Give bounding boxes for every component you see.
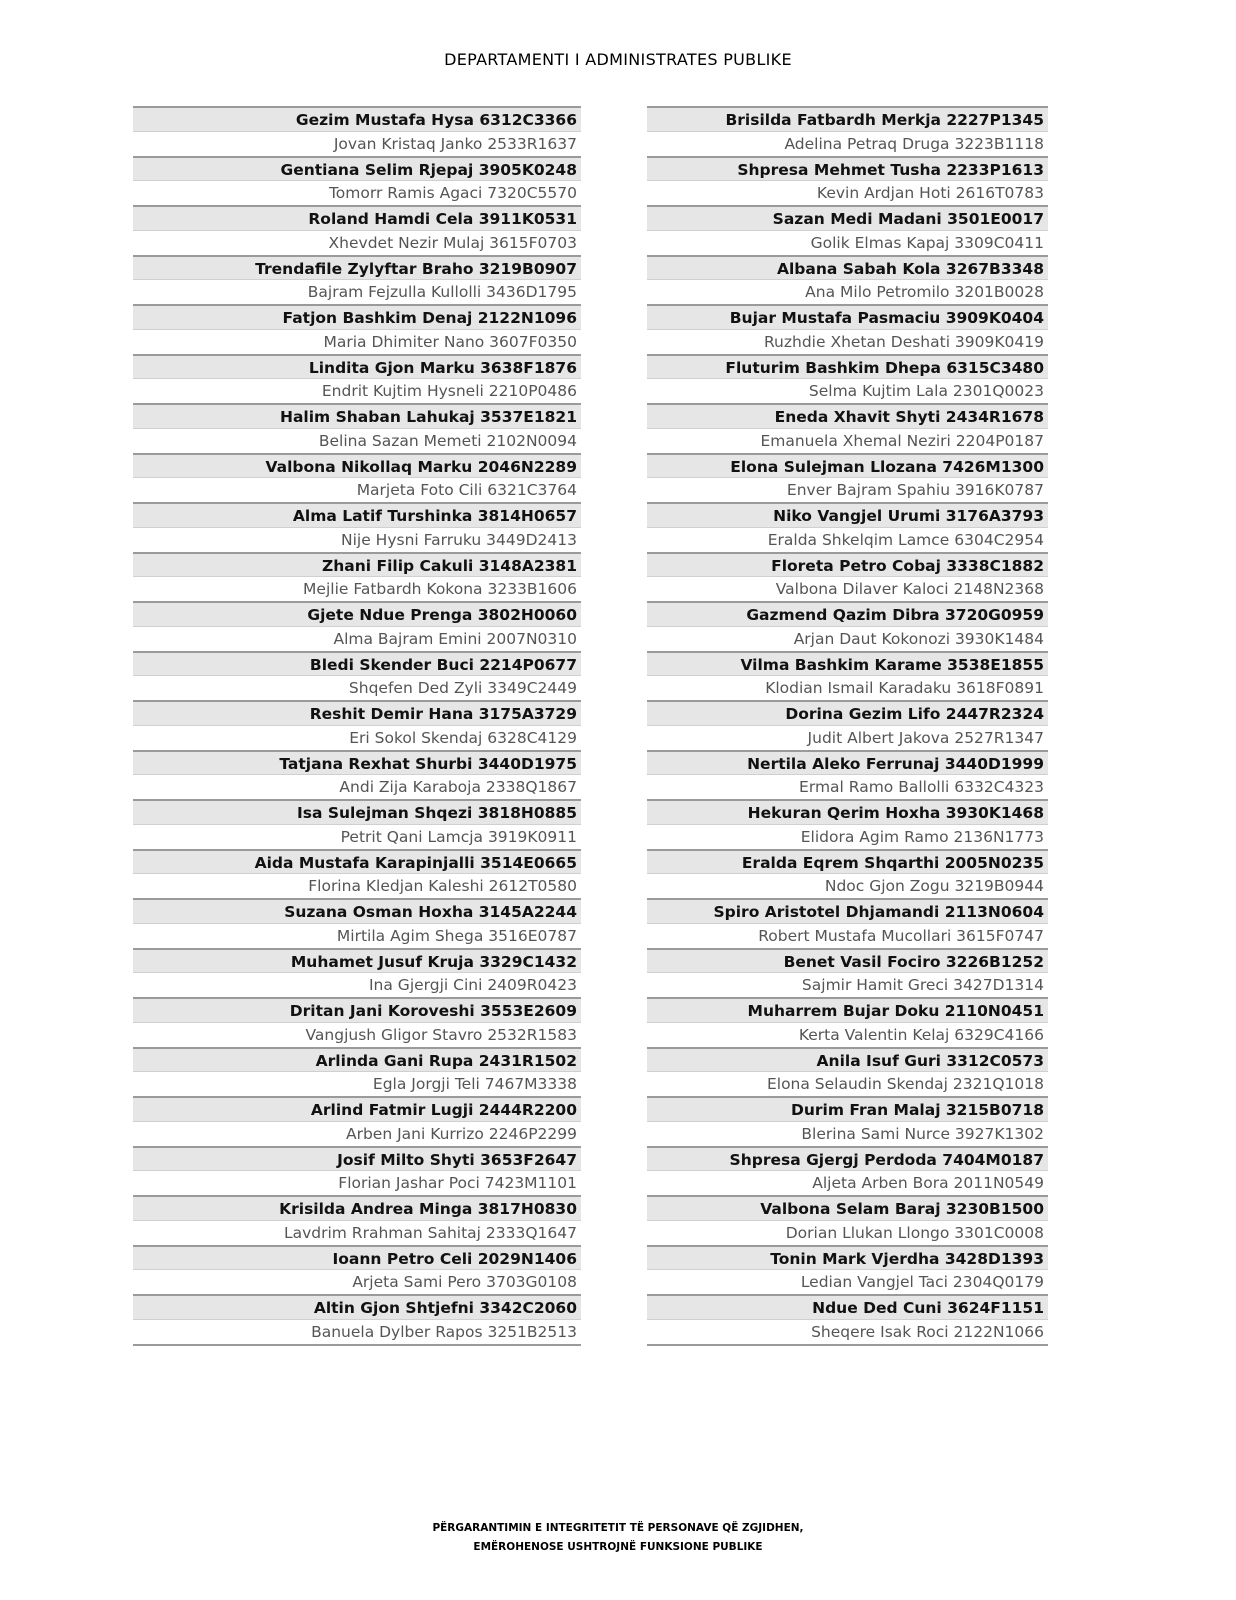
name-row: Gentiana Selim Rjepaj 3905K0248 <box>133 156 581 181</box>
name-row: Spiro Aristotel Dhjamandi 2113N0604 <box>647 898 1048 923</box>
name-row: Ioann Petro Celi 2029N1406 <box>133 1245 581 1270</box>
name-row: Maria Dhimiter Nano 3607F0350 <box>133 329 581 354</box>
name-row: Arlinda Gani Rupa 2431R1502 <box>133 1047 581 1072</box>
name-row: Marjeta Foto Cili 6321C3764 <box>133 477 581 502</box>
name-row: Florina Kledjan Kaleshi 2612T0580 <box>133 873 581 898</box>
name-row: Hekuran Qerim Hoxha 3930K1468 <box>647 799 1048 824</box>
name-row: Ruzhdie Xhetan Deshati 3909K0419 <box>647 329 1048 354</box>
name-row: Krisilda Andrea Minga 3817H0830 <box>133 1195 581 1220</box>
name-row: Fatjon Bashkim Denaj 2122N1096 <box>133 304 581 329</box>
name-row: Golik Elmas Kapaj 3309C0411 <box>647 230 1048 255</box>
name-row: Sheqere Isak Roci 2122N1066 <box>647 1319 1048 1344</box>
name-row: Jovan Kristaq Janko 2533R1637 <box>133 131 581 156</box>
name-row: Arjan Daut Kokonozi 3930K1484 <box>647 626 1048 651</box>
name-row: Roland Hamdi Cela 3911K0531 <box>133 205 581 230</box>
name-row: Endrit Kujtim Hysneli 2210P0486 <box>133 378 581 403</box>
name-row: Muharrem Bujar Doku 2110N0451 <box>647 997 1048 1022</box>
name-row: Eri Sokol Skendaj 6328C4129 <box>133 725 581 750</box>
name-row: Anila Isuf Guri 3312C0573 <box>647 1047 1048 1072</box>
name-row: Valbona Nikollaq Marku 2046N2289 <box>133 453 581 478</box>
page-title: DEPARTAMENTI I ADMINISTRATES PUBLIKE <box>444 50 792 69</box>
name-row: Kerta Valentin Kelaj 6329C4166 <box>647 1022 1048 1047</box>
name-row: Nije Hysni Farruku 3449D2413 <box>133 527 581 552</box>
name-row: Dorian Llukan Llongo 3301C0008 <box>647 1220 1048 1245</box>
name-row: Belina Sazan Memeti 2102N0094 <box>133 428 581 453</box>
name-row: Gazmend Qazim Dibra 3720G0959 <box>647 601 1048 626</box>
name-row: Judit Albert Jakova 2527R1347 <box>647 725 1048 750</box>
name-row: Reshit Demir Hana 3175A3729 <box>133 700 581 725</box>
column-bottom-rule <box>133 1344 581 1346</box>
name-row: Lindita Gjon Marku 3638F1876 <box>133 354 581 379</box>
name-row: Durim Fran Malaj 3215B0718 <box>647 1096 1048 1121</box>
name-row: Ndue Ded Cuni 3624F1151 <box>647 1294 1048 1319</box>
name-row: Andi Zija Karaboja 2338Q1867 <box>133 774 581 799</box>
footer-line-2: EMËROHENOSE USHTROJNË FUNKSIONE PUBLIKE <box>473 1541 763 1553</box>
name-row: Dorina Gezim Lifo 2447R2324 <box>647 700 1048 725</box>
name-row: Niko Vangjel Urumi 3176A3793 <box>647 502 1048 527</box>
name-row: Alma Bajram Emini 2007N0310 <box>133 626 581 651</box>
name-row: Sajmir Hamit Greci 3427D1314 <box>647 972 1048 997</box>
name-row: Xhevdet Nezir Mulaj 3615F0703 <box>133 230 581 255</box>
name-row: Valbona Dilaver Kaloci 2148N2368 <box>647 576 1048 601</box>
name-row: Albana Sabah Kola 3267B3348 <box>647 255 1048 280</box>
name-row: Alma Latif Turshinka 3814H0657 <box>133 502 581 527</box>
name-row: Valbona Selam Baraj 3230B1500 <box>647 1195 1048 1220</box>
name-row: Altin Gjon Shtjefni 3342C2060 <box>133 1294 581 1319</box>
name-row: Vangjush Gligor Stavro 2532R1583 <box>133 1022 581 1047</box>
name-row: Arben Jani Kurrizo 2246P2299 <box>133 1121 581 1146</box>
name-row: Elona Sulejman Llozana 7426M1300 <box>647 453 1048 478</box>
name-row: Zhani Filip Cakuli 3148A2381 <box>133 552 581 577</box>
name-row: Eralda Eqrem Shqarthi 2005N0235 <box>647 849 1048 874</box>
name-row: Benet Vasil Fociro 3226B1252 <box>647 948 1048 973</box>
name-row: Ina Gjergji Cini 2409R0423 <box>133 972 581 997</box>
name-row: Shpresa Gjergj Perdoda 7404M0187 <box>647 1146 1048 1171</box>
name-row: Vilma Bashkim Karame 3538E1855 <box>647 651 1048 676</box>
left-name-column <box>133 106 581 1346</box>
name-row: Mirtila Agim Shega 3516E0787 <box>133 923 581 948</box>
name-row: Nertila Aleko Ferrunaj 3440D1999 <box>647 750 1048 775</box>
name-row: Gezim Mustafa Hysa 6312C3366 <box>133 106 581 131</box>
name-row: Shqefen Ded Zyli 3349C2449 <box>133 675 581 700</box>
name-row: Elidora Agim Ramo 2136N1773 <box>647 824 1048 849</box>
name-row: Blerina Sami Nurce 3927K1302 <box>647 1121 1048 1146</box>
name-row: Emanuela Xhemal Neziri 2204P0187 <box>647 428 1048 453</box>
name-row: Suzana Osman Hoxha 3145A2244 <box>133 898 581 923</box>
name-row: Halim Shaban Lahukaj 3537E1821 <box>133 403 581 428</box>
name-row: Ermal Ramo Ballolli 6332C4323 <box>647 774 1048 799</box>
name-row: Eralda Shkelqim Lamce 6304C2954 <box>647 527 1048 552</box>
name-row: Ledian Vangjel Taci 2304Q0179 <box>647 1269 1048 1294</box>
name-row: Floreta Petro Cobaj 3338C1882 <box>647 552 1048 577</box>
name-row: Florian Jashar Poci 7423M1101 <box>133 1170 581 1195</box>
name-row: Kevin Ardjan Hoti 2616T0783 <box>647 180 1048 205</box>
name-row: Sazan Medi Madani 3501E0017 <box>647 205 1048 230</box>
name-row: Mejlie Fatbardh Kokona 3233B1606 <box>133 576 581 601</box>
name-row: Banuela Dylber Rapos 3251B2513 <box>133 1319 581 1344</box>
name-row: Tomorr Ramis Agaci 7320C5570 <box>133 180 581 205</box>
name-row: Dritan Jani Koroveshi 3553E2609 <box>133 997 581 1022</box>
name-row: Arjeta Sami Pero 3703G0108 <box>133 1269 581 1294</box>
name-row: Robert Mustafa Mucollari 3615F0747 <box>647 923 1048 948</box>
name-row: Tatjana Rexhat Shurbi 3440D1975 <box>133 750 581 775</box>
name-row: Klodian Ismail Karadaku 3618F0891 <box>647 675 1048 700</box>
name-row: Aida Mustafa Karapinjalli 3514E0665 <box>133 849 581 874</box>
name-row: Lavdrim Rrahman Sahitaj 2333Q1647 <box>133 1220 581 1245</box>
name-row: Fluturim Bashkim Dhepa 6315C3480 <box>647 354 1048 379</box>
name-row: Arlind Fatmir Lugji 2444R2200 <box>133 1096 581 1121</box>
name-row: Josif Milto Shyti 3653F2647 <box>133 1146 581 1171</box>
name-row: Isa Sulejman Shqezi 3818H0885 <box>133 799 581 824</box>
name-row: Aljeta Arben Bora 2011N0549 <box>647 1170 1048 1195</box>
name-row: Egla Jorgji Teli 7467M3338 <box>133 1071 581 1096</box>
name-row: Enver Bajram Spahiu 3916K0787 <box>647 477 1048 502</box>
right-name-column <box>647 106 1048 1346</box>
name-row: Shpresa Mehmet Tusha 2233P1613 <box>647 156 1048 181</box>
name-row: Eneda Xhavit Shyti 2434R1678 <box>647 403 1048 428</box>
name-row: Bujar Mustafa Pasmaciu 3909K0404 <box>647 304 1048 329</box>
name-row: Elona Selaudin Skendaj 2321Q1018 <box>647 1071 1048 1096</box>
footer-line-1: PËRGARANTIMIN E INTEGRITETIT TË PERSONAVE QË ZGJIDHEN, <box>432 1522 804 1534</box>
name-row: Ana Milo Petromilo 3201B0028 <box>647 279 1048 304</box>
name-row: Adelina Petraq Druga 3223B1118 <box>647 131 1048 156</box>
name-row: Gjete Ndue Prenga 3802H0060 <box>133 601 581 626</box>
name-row: Petrit Qani Lamcja 3919K0911 <box>133 824 581 849</box>
page-footer <box>0 1519 1236 1557</box>
name-row: Tonin Mark Vjerdha 3428D1393 <box>647 1245 1048 1270</box>
name-row: Selma Kujtim Lala 2301Q0023 <box>647 378 1048 403</box>
name-row: Ndoc Gjon Zogu 3219B0944 <box>647 873 1048 898</box>
name-row: Bledi Skender Buci 2214P0677 <box>133 651 581 676</box>
column-bottom-rule <box>647 1344 1048 1346</box>
name-row: Trendafile Zylyftar Braho 3219B0907 <box>133 255 581 280</box>
name-row: Bajram Fejzulla Kullolli 3436D1795 <box>133 279 581 304</box>
name-row: Muhamet Jusuf Kruja 3329C1432 <box>133 948 581 973</box>
name-row: Brisilda Fatbardh Merkja 2227P1345 <box>647 106 1048 131</box>
